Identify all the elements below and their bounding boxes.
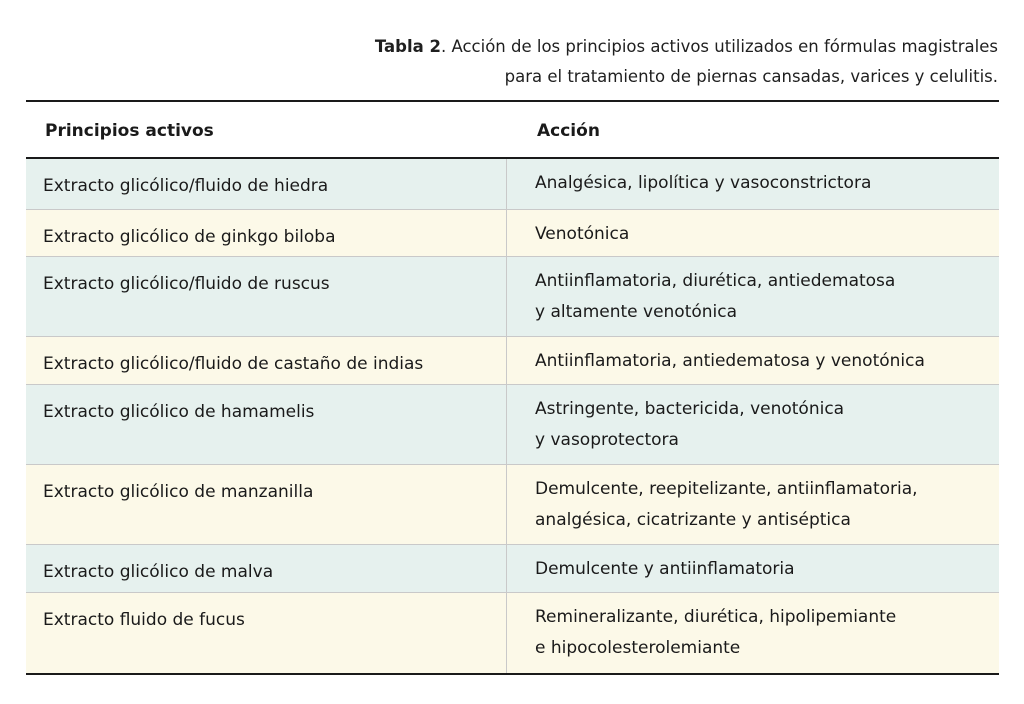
cell-accion (507, 545, 999, 592)
caption-title: . Acción de los principios activos utilizados en fórmulas magistrales (440, 37, 998, 56)
accion-line: y altamente venotónica (535, 302, 738, 322)
accion-line: Antiinflamatoria, diurética, antiedematosa (535, 271, 896, 291)
data-table (26, 100, 999, 675)
cell-accion (507, 257, 999, 336)
accion-line: Astringente, bactericida, venotónica (535, 399, 845, 419)
accion-line: y vasoprotectora (535, 430, 679, 450)
cell-accion (507, 465, 999, 544)
accion-line: Analgésica, lipolítica y vasoconstrictora (535, 173, 872, 193)
accion-line: Demulcente, reepitelizante, antiinflamatoria, (535, 479, 918, 499)
accion-line: Remineralizante, diurética, hipolipemiante (535, 607, 897, 627)
accion-line: analgésica, cicatrizante y antiséptica (535, 510, 851, 530)
table-row (26, 465, 999, 545)
cell-accion (507, 210, 999, 256)
table-row (26, 385, 999, 465)
accion-line: e hipocolesterolemiante (535, 638, 741, 658)
cell-accion (507, 159, 999, 209)
table-header (26, 102, 999, 159)
cell-accion (507, 337, 999, 384)
header-accion: Acción (537, 121, 600, 141)
cell-principio: Extracto fluido de fucus (26, 593, 507, 673)
table-row (26, 257, 999, 337)
accion-line: Venotónica (535, 224, 630, 244)
accion-line: Antiinflamatoria, antiedematosa y venotónica (535, 351, 925, 371)
table-caption (238, 32, 998, 92)
caption-line-2: para el tratamiento de piernas cansadas, varices y celulitis. (504, 67, 998, 86)
cell-principio: Extracto glicólico/fluido de hiedra (26, 159, 507, 209)
cell-principio: Extracto glicólico de hamamelis (26, 385, 507, 464)
cell-accion (507, 385, 999, 464)
table-row (26, 337, 999, 385)
caption-label: Tabla 2 (374, 37, 441, 56)
caption-line-1 (238, 32, 998, 62)
cell-principio: Extracto glicólico de malva (26, 545, 507, 592)
cell-principio: Extracto glicólico de ginkgo biloba (26, 210, 507, 256)
cell-principio: Extracto glicólico de manzanilla (26, 465, 507, 544)
cell-principio: Extracto glicólico/fluido de ruscus (26, 257, 507, 336)
table-row (26, 159, 999, 210)
table-row (26, 593, 999, 673)
cell-principio: Extracto glicólico/fluido de castaño de indias (26, 337, 507, 384)
cell-accion (507, 593, 999, 673)
table-row (26, 210, 999, 257)
accion-line: Demulcente y antiinflamatoria (535, 559, 795, 579)
table-row (26, 545, 999, 593)
header-principios: Principios activos (45, 121, 214, 141)
